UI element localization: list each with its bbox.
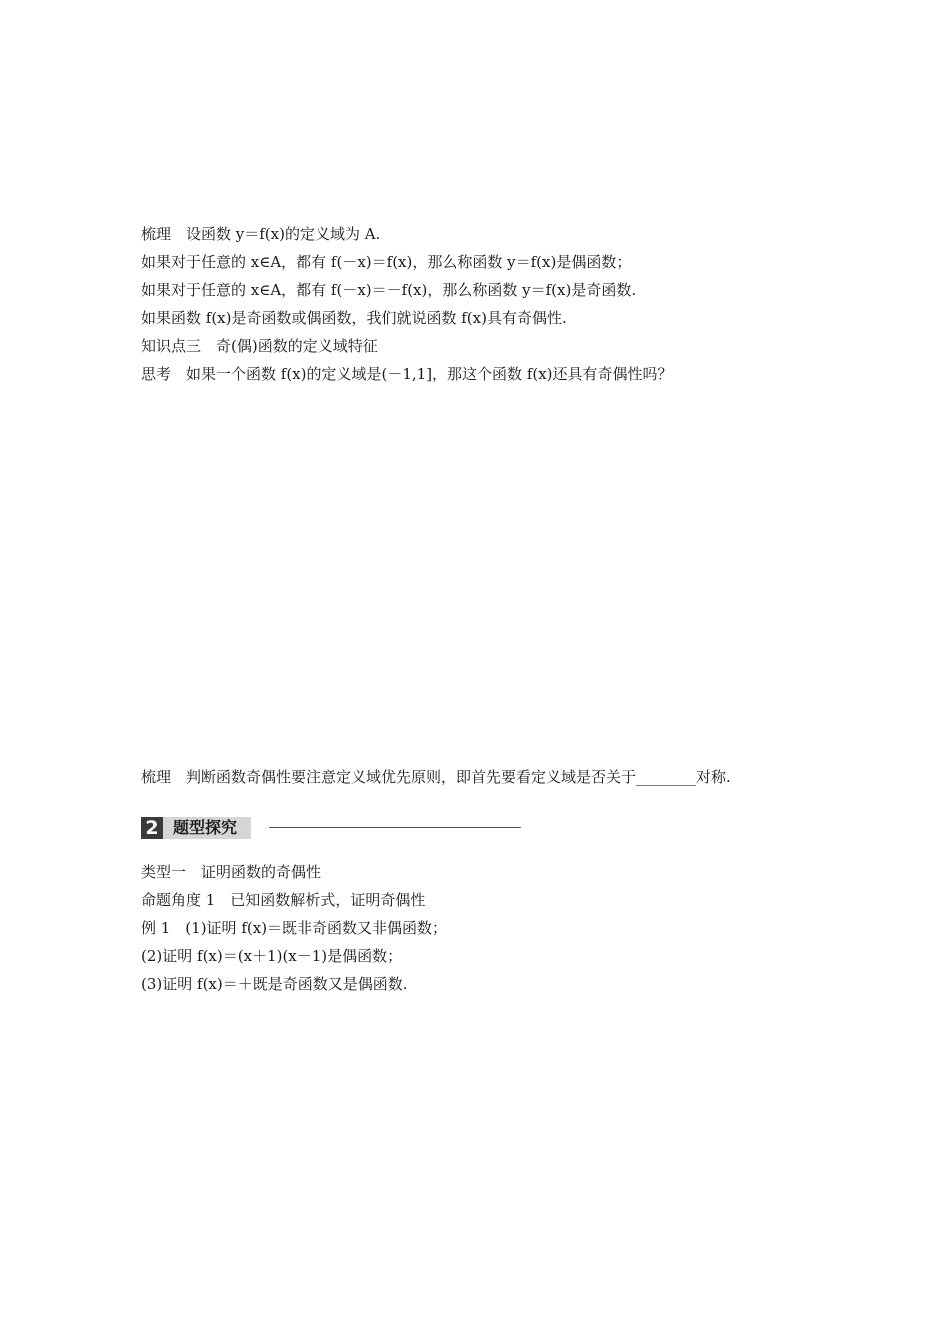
angle-heading: 命题角度 1 已知函数解析式，证明奇偶性 (141, 891, 426, 909)
type-heading: 类型一 证明函数的奇偶性 (141, 863, 322, 881)
example-part-1: 例 1 (1)证明 f(x)＝既非奇函数又非偶函数； (141, 919, 448, 937)
summary-line: 梳理 设函数 y＝f(x)的定义域为 A. (141, 225, 381, 243)
even-function-definition: 如果对于任意的 x∈A，都有 f(－x)＝f(x)，那么称函数 y＝f(x)是偶函数； (141, 253, 632, 271)
odd-function-definition: 如果对于任意的 x∈A，都有 f(－x)＝－f(x)，那么称函数 y＝f(x)是奇函数. (141, 281, 637, 299)
domain-summary-line: 梳理 判断函数奇偶性要注意定义域优先原则，即首先要看定义域是否关于________对称. (141, 768, 731, 786)
section-title: 题型探究 (163, 817, 251, 839)
parity-definition: 如果函数 f(x)是奇函数或偶函数，我们就说函数 f(x)具有奇偶性. (141, 309, 567, 327)
section-divider (269, 827, 521, 828)
think-question: 思考 如果一个函数 f(x)的定义域是(－1,1]，那这个函数 f(x)还具有奇偶性吗？ (141, 365, 673, 383)
knowledge-point-heading: 知识点三 奇(偶)函数的定义域特征 (141, 337, 378, 355)
example-part-3: (3)证明 f(x)＝＋既是奇函数又是偶函数. (141, 975, 408, 993)
example-part-2: (2)证明 f(x)＝(x＋1)(x－1)是偶函数； (141, 947, 403, 965)
section-header (141, 817, 521, 839)
section-number-badge: 2 (141, 817, 163, 839)
